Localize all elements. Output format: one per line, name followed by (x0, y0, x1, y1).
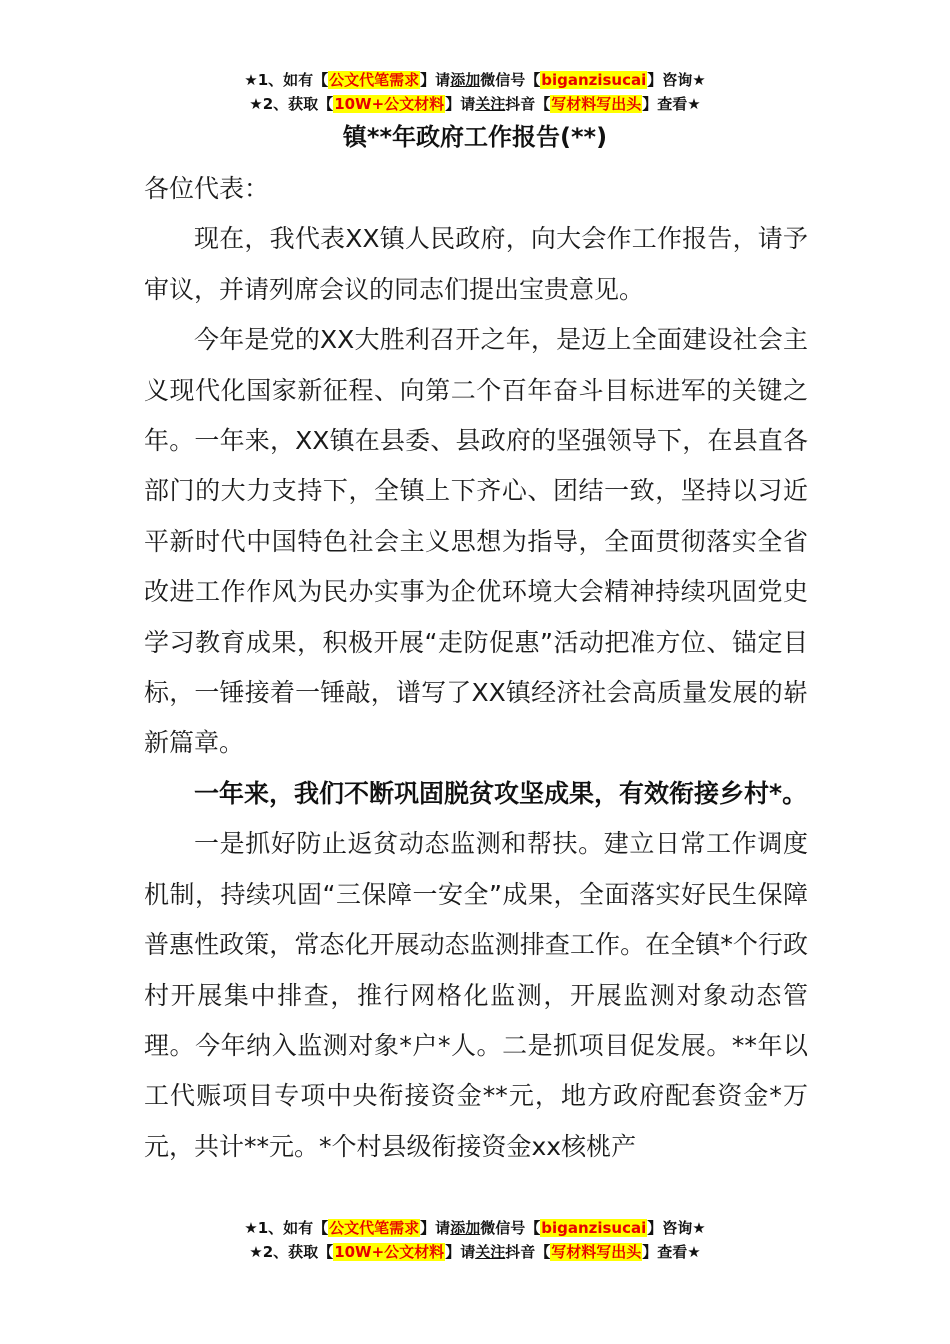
banner-line-2: ★2、获取【10W+公文材料】请关注抖音【写材料写出头】查看★ (249, 95, 701, 113)
banner-line-2: ★2、获取【10W+公文材料】请关注抖音【写材料写出头】查看★ (249, 1243, 701, 1261)
bottom-banner (0, 1216, 950, 1264)
document-body (144, 164, 808, 1172)
document-title: 镇**年政府工作报告(**) (342, 123, 608, 151)
paragraph-intro: 现在，我代表XX镇人民政府，向大会作工作报告，请予审议，并请列席会议的同志们提出宝贵意见。 (144, 224, 808, 304)
paragraph-monitoring: 一是抓好防止返贫动态监测和帮扶。建立日常工作调度机制，持续巩固“三保障一安全”成果，全面落实好民生保障普惠性政策，常态化开展动态监测排查工作。在全镇*个行政村开展集中排查，推行网格化监测，开展监测对象动态管理。今年纳入监测对象*户*人。二是抓项目促发展。**年以工代赈项目专项中央衔接资金**元，地方政府配套资金*万元，共计**元。*个村县级衔接资金xx核桃产 (144, 829, 808, 1161)
highlight-ghostwriting: 公文代笔需求 (329, 71, 420, 89)
highlight-wechat-id: biganzisucai (541, 1219, 647, 1237)
underline-add: 添加 (450, 1219, 481, 1237)
section-heading: 一年来，我们不断巩固脱贫攻坚成果，有效衔接乡村*。 (194, 778, 808, 808)
highlight-materials: 10W+公文材料 (334, 95, 445, 113)
banner-line-1: ★1、如有【公文代笔需求】请添加微信号【biganzisucai】咨询★ (244, 71, 706, 89)
highlight-ghostwriting: 公文代笔需求 (329, 1219, 420, 1237)
banner-line-1: ★1、如有【公文代笔需求】请添加微信号【biganzisucai】咨询★ (244, 1219, 706, 1237)
highlight-douyin-account: 写材料写出头 (551, 1243, 642, 1261)
paragraph-context: 今年是党的XX大胜利召开之年，是迈上全面建设社会主义现代化国家新征程、向第二个百年奋斗目标进军的关键之年。一年来，XX镇在县委、县政府的坚强领导下，在县直各部门的大力支持下，全镇上下齐心、团结一致，坚持以习近平新时代中国特色社会主义思想为指导，全面贯彻落实全省改进工作作风为民办实事为企优环境大会精神持续巩固党史学习教育成果，积极开展“走防促惠”活动把准方位、锚定目标，一锤接着一锤敲，谱写了XX镇经济社会高质量发展的崭新篇章。 (144, 325, 808, 758)
highlight-materials: 10W+公文材料 (334, 1243, 445, 1261)
underline-follow: 关注 (475, 95, 506, 113)
top-banner (0, 68, 950, 116)
underline-follow: 关注 (475, 1243, 506, 1261)
salutation: 各位代表： (144, 174, 270, 203)
highlight-wechat-id: biganzisucai (541, 71, 647, 89)
underline-add: 添加 (450, 71, 481, 89)
highlight-douyin-account: 写材料写出头 (551, 95, 642, 113)
